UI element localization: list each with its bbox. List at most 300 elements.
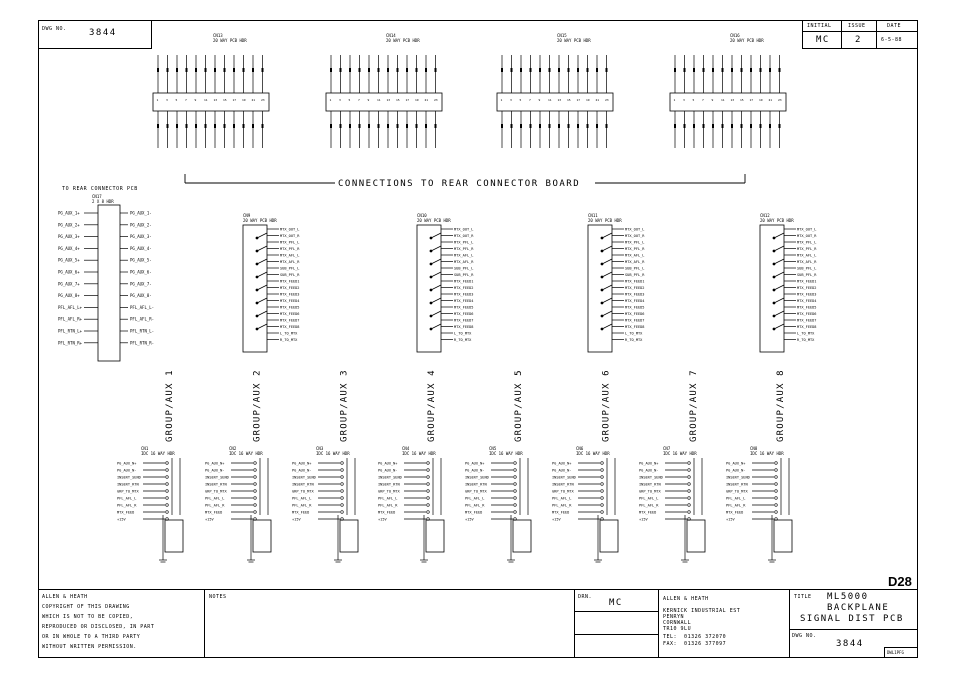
series-component [674,124,676,128]
link-wire [431,246,441,251]
link-wire [431,311,441,316]
net-label: MTX_FEED7 [454,318,474,323]
sheet-reference: D28 [888,574,912,589]
company-tel: TEL: 01326 372070 [663,634,727,640]
pin-number: 9 [367,98,370,102]
net-label: PG_AUX_N+ [552,461,572,466]
connector-type: 20 WAY PCB HDR [760,218,794,223]
pin-dot [688,483,691,486]
net-label: +15V [552,517,561,522]
copyright-line: REPRODUCED OR DISCLOSED, IN PART [42,624,155,630]
net-label: PFL_AFL_L [639,496,659,501]
net-label: PFL_AFL_R [292,503,312,508]
top-header-connector [153,93,269,111]
net-label: MTX_FEED8 [797,325,817,329]
link-wire [431,272,441,277]
pin-dot [427,511,430,514]
copyright-box [38,589,205,658]
company-box [658,589,790,658]
series-component [779,68,781,72]
company-line: KERNICK INDUSTRIAL EST [663,608,741,614]
copyright-line: ALLEN & HEATH [42,594,88,600]
pin-number: 21 [768,98,773,102]
net-label: +15V [378,517,387,522]
net-label: R_TO_MTX [454,338,472,342]
net-label-right: PFL_AFL_R- [130,316,155,322]
connector-ref: CN10 [417,213,427,218]
net-label: SUB_PFL_L [797,266,817,271]
net-label: PG_AUX_N- [292,468,312,473]
pin-number: 13 [730,98,735,102]
series-component [330,68,332,72]
connector-ref: CN4 [402,446,410,451]
pin-number: 19 [242,98,246,102]
issue-value: 2 [855,35,862,45]
pin-number: 15 [740,98,744,102]
copyright-line: OR IN WHOLE TO A THIRD PARTY [42,634,141,640]
net-label: MTX_FEED [639,510,657,515]
net-label-right: PG_AUX_8- [130,293,152,299]
connector-ref: CN1 [141,446,149,451]
drawn-box [574,589,659,658]
pin-dot [254,462,257,465]
series-component [224,124,226,128]
pin-number: 3 [683,98,685,102]
pin-number: 7 [529,98,531,102]
net-label: PG_AUX_N+ [726,461,746,466]
link-wire [257,233,267,238]
series-component [769,68,771,72]
net-label: INSERT_SEND [205,475,229,480]
connector-ref: CN8 [750,446,758,451]
pin-dot [514,462,517,465]
pin-dot [166,504,169,507]
series-component [741,124,743,128]
series-component [549,124,551,128]
pin-dot [775,462,778,465]
net-label: MTX_OUT_L [280,227,300,232]
series-component [435,124,437,128]
net-label: PG_AUX_N- [465,468,485,473]
net-label: +15V [726,517,735,522]
net-label: INSERT_SEND [639,475,663,480]
series-component [243,68,245,72]
net-label-left: PFL_RTN_R+ [58,340,83,346]
copyright-line: WHICH IS NOT TO BE COPIED, [42,614,134,620]
link-wire [257,246,267,251]
rear-pcb-caption: TO REAR CONNECTOR PCB [62,186,138,192]
net-label: MTX_FEED [726,510,744,515]
company-line: TR10 9LU [663,626,692,632]
series-component [722,124,724,128]
series-component [387,68,389,72]
connector-ref: CN3 [316,446,324,451]
series-component [435,68,437,72]
series-component [425,68,427,72]
net-label: INSERT_RTN [639,482,661,487]
net-label: PFL_AFL_R [205,503,225,508]
pin-dot [254,511,257,514]
net-label-left: PG_AUX_3+ [58,234,80,240]
pin-number: 17 [576,98,581,102]
net-label: R_TO_MTX [280,338,298,342]
pin-dot [427,469,430,472]
link-wire [602,298,612,303]
net-label: MTX_OUT_R [454,234,474,238]
net-label: MTX_FEED5 [454,305,474,310]
series-component [176,124,178,128]
company-line: PENRYN [663,614,685,620]
net-label: GRP_TO_MTX [552,489,574,494]
group-aux-label: GROUP/AUX 6 [601,369,612,442]
series-component [416,124,418,128]
series-component [596,124,598,128]
net-label: PFL_AFL_L [292,496,312,501]
net-label: MTX_FEED [205,510,223,515]
pin-number: 1 [673,98,676,102]
link-wire [602,272,612,277]
net-label: L_TO_MTX [454,331,472,336]
net-label: PG_AUX_N- [639,468,659,473]
net-label: MTX_FEED6 [625,312,645,316]
net-label: MTX_FEED3 [280,292,300,297]
net-label: PG_AUX_N- [552,468,572,473]
link-wire [602,311,612,316]
connector-type: IDC 16 WAY HDR [316,451,350,456]
top-header-connector [326,93,442,111]
title-line1: ML5000 [827,592,869,602]
rear-connector-body [98,205,120,361]
date-value: 6-5-88 [881,37,903,43]
notes-box [204,589,575,658]
net-label: INSERT_RTN [465,482,487,487]
series-component [205,68,207,72]
series-component [224,68,226,72]
pin-dot [514,497,517,500]
net-label-right: PG_AUX_3- [130,234,152,240]
link-wire [257,272,267,277]
net-label-left: PG_AUX_1+ [58,210,80,216]
net-label: PFL_AFL_R [639,503,659,508]
mid-header-connector [588,225,612,352]
net-label: SUB_PFL_R [280,273,300,277]
pin-dot [688,511,691,514]
pin-dot [341,462,344,465]
date-label: DATE [887,23,902,29]
connector-ref: CN14 [386,33,396,38]
net-label: L_TO_MTX [625,331,643,336]
link-wire [602,285,612,290]
connector-ref: CN11 [588,213,598,218]
pin-number: 21 [251,98,256,102]
net-label-left: PG_AUX_2+ [58,222,80,228]
net-label: MTX_AFL_L [454,253,474,258]
net-label: MTX_FEED3 [797,292,817,297]
series-component [262,68,264,72]
series-component [214,68,216,72]
series-component [406,124,408,128]
series-component [186,68,188,72]
jumper-box [165,520,183,552]
net-label: MTX_FEED2 [797,286,817,290]
net-label: GRP_TO_MTX [726,489,748,494]
pin-number: 11 [721,98,725,102]
pin-number: 5 [519,98,522,102]
series-component [539,68,541,72]
title-line2: BACKPLANE [827,603,890,613]
pin-number: 19 [415,98,419,102]
net-label-left: PFL_RTN_L+ [58,328,83,334]
net-label-right: PFL_AFL_L- [130,304,155,310]
jumper-box [253,520,271,552]
net-label: MTX_PFL_L [625,240,645,245]
net-label: PFL_AFL_R [465,503,485,508]
pin-dot [601,490,604,493]
issue-label: ISSUE [848,23,866,29]
pin-dot [688,497,691,500]
net-label: MTX_PFL_L [280,240,300,245]
pin-dot [601,476,604,479]
net-label: MTX_FEED1 [454,279,474,284]
connector-ref: CN17 [92,194,102,199]
connector-type: IDC 16 WAY HDR [663,451,697,456]
pin-dot [341,490,344,493]
net-label: PG_AUX_N+ [117,461,137,466]
series-component [674,68,676,72]
link-wire [257,285,267,290]
connector-type: 20 WAY PCB HDR [557,38,591,43]
net-label: MTX_FEED5 [280,305,300,310]
pin-number: 3 [339,98,341,102]
series-component [684,68,686,72]
group-aux-label: GROUP/AUX 7 [688,369,699,442]
series-component [387,124,389,128]
connector-ref: CN15 [557,33,567,38]
net-label: MTX_FEED7 [797,318,817,323]
series-component [195,124,197,128]
pin-dot [688,476,691,479]
net-label-right: PG_AUX_5- [130,257,152,263]
net-label: MTX_AFL_L [625,253,645,258]
dwg-number-value: 3844 [89,28,117,38]
net-label: PG_AUX_N+ [292,461,312,466]
pin-dot [688,504,691,507]
net-label: PFL_AFL_R [378,503,398,508]
series-component [568,124,570,128]
pin-dot [601,469,604,472]
series-component [606,68,608,72]
series-component [530,68,532,72]
pin-dot [601,504,604,507]
link-wire [774,285,784,290]
net-label: SUB_PFL_L [625,266,645,271]
series-component [397,124,399,128]
net-label: PFL_AFL_L [378,496,398,501]
dwg-number-label: DWG NO. [42,26,67,32]
net-label: PG_AUX_N+ [639,461,659,466]
series-component [750,68,752,72]
pin-dot [254,476,257,479]
series-component [340,68,342,72]
pin-dot [775,511,778,514]
group-aux-label: GROUP/AUX 1 [165,369,175,442]
net-label: MTX_FEED1 [280,279,300,284]
pin-number: 13 [213,98,218,102]
net-label: +15V [639,517,648,522]
pin-number: 13 [386,98,391,102]
series-component [511,124,513,128]
net-label: INSERT_SEND [292,475,316,480]
net-label: MTX_FEED [117,510,135,515]
company-line: CORNWALL [663,620,692,626]
pin-dot [341,497,344,500]
net-label: R_TO_MTX [797,338,815,342]
series-component [501,124,503,128]
series-component [252,68,254,72]
pin-dot [775,476,778,479]
net-label: INSERT_RTN [726,482,748,487]
net-label-left: PFL_AFL_L+ [58,304,83,310]
jumper-box [513,520,531,552]
series-component [167,124,169,128]
series-component [157,68,159,72]
net-label-right: PG_AUX_4- [130,245,152,251]
pin-number: 23 [261,98,265,102]
connector-type: 20 WAY PCB HDR [243,218,277,223]
link-wire [774,311,784,316]
pin-dot [514,511,517,514]
net-label: MTX_FEED [465,510,483,515]
series-component [425,124,427,128]
pin-dot [601,483,604,486]
series-component [349,68,351,72]
net-label: PFL_AFL_R [552,503,572,508]
link-wire [431,298,441,303]
net-label: PFL_AFL_L [552,496,572,501]
pin-number: 1 [500,98,503,102]
series-component [378,124,380,128]
net-label: GRP_TO_MTX [639,489,661,494]
pin-number: 7 [185,98,187,102]
net-label: MTX_FEED2 [454,286,474,290]
net-label: MTX_FEED7 [625,318,645,323]
drawn-label: DRN. [578,594,593,600]
net-label: SUB_PFL_L [454,266,474,271]
net-label-right: PG_AUX_1- [130,210,152,216]
series-component [558,124,560,128]
series-component [416,68,418,72]
pin-number: 23 [434,98,438,102]
net-label: GRP_TO_MTX [465,489,487,494]
pin-number: 19 [759,98,763,102]
link-wire [774,233,784,238]
net-label: INSERT_SEND [378,475,402,480]
pin-dot [166,511,169,514]
series-component [577,68,579,72]
pin-number: 13 [557,98,562,102]
net-label: MTX_FEED4 [625,299,645,303]
pin-dot [166,462,169,465]
net-label: PG_AUX_N- [117,468,137,473]
net-label: GRP_TO_MTX [117,489,139,494]
pin-dot [254,504,257,507]
pin-dot [775,504,778,507]
net-label: MTX_FEED8 [280,325,300,329]
link-wire [774,324,784,329]
series-component [722,68,724,72]
net-label: PFL_AFL_L [465,496,485,501]
pin-dot [775,490,778,493]
series-component [359,68,361,72]
pin-dot [341,483,344,486]
series-component [568,68,570,72]
link-wire [257,259,267,264]
series-component [587,68,589,72]
net-label: PG_AUX_N- [726,468,746,473]
net-label: MTX_FEED3 [625,292,645,297]
series-component [577,124,579,128]
pin-number: 15 [396,98,400,102]
pin-number: 5 [692,98,695,102]
series-component [195,68,197,72]
pin-number: 7 [702,98,704,102]
pin-dot [514,504,517,507]
series-component [397,68,399,72]
series-component [233,68,235,72]
file-ref-box [884,647,918,658]
pin-number: 9 [711,98,714,102]
series-component [176,68,178,72]
pin-dot [688,462,691,465]
net-label: MTX_PFL_L [797,240,817,245]
pin-number: 19 [586,98,590,102]
pin-dot [427,490,430,493]
pin-dot [775,483,778,486]
jumper-box [687,520,705,552]
group-aux-label: GROUP/AUX 4 [426,369,437,442]
mid-header-connector [243,225,267,352]
pin-number: 17 [232,98,237,102]
top-header-connector [670,93,786,111]
pin-number: 11 [204,98,208,102]
initial-label: INITIAL [807,23,832,29]
link-wire [257,311,267,316]
link-wire [602,259,612,264]
series-component [693,68,695,72]
pin-dot [427,462,430,465]
series-component [606,124,608,128]
series-component [596,68,598,72]
net-label: L_TO_MTX [280,331,298,336]
net-label: MTX_FEED8 [454,325,474,329]
link-wire [774,259,784,264]
series-component [349,124,351,128]
connector-type: IDC 16 WAY HDR [750,451,784,456]
pin-dot [254,483,257,486]
series-component [760,68,762,72]
series-component [760,124,762,128]
pin-dot [514,476,517,479]
pin-dot [514,469,517,472]
pin-number: 1 [329,98,332,102]
jumper-box [340,520,358,552]
pin-number: 17 [405,98,410,102]
pin-number: 3 [510,98,512,102]
net-label: MTX_FEED8 [625,325,645,329]
pin-number: 15 [223,98,227,102]
net-label: INSERT_RTN [378,482,400,487]
title-label: TITLE [794,594,812,600]
